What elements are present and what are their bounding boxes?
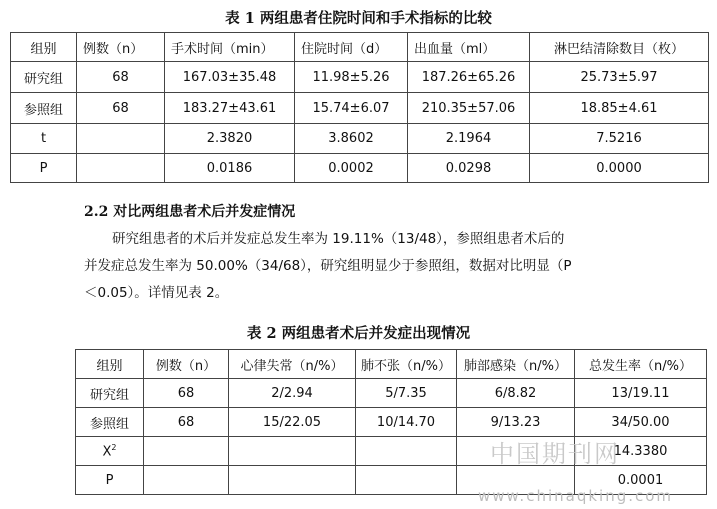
table1-cell: 0.0186 xyxy=(165,154,295,183)
table1-cell: t xyxy=(11,124,77,154)
table1-cell: 210.35±57.06 xyxy=(408,93,530,124)
table-row xyxy=(11,154,709,183)
table1 xyxy=(10,32,709,183)
section-heading: 2.2 对比两组患者术后并发症情况 xyxy=(84,204,296,220)
paragraph-line: 研究组患者的术后并发症总发生率为 19.11%（13/48），参照组患者术后的 xyxy=(112,231,565,247)
table2-cell: 10/14.70 xyxy=(356,408,457,437)
table2-cell: 14.3380 xyxy=(575,437,707,466)
table2-header-cell: 肺不张（n/%） xyxy=(356,350,457,379)
table1-caption: 表 1 两组患者住院时间和手术指标的比较 xyxy=(225,10,492,27)
table1-cell: 167.03±35.48 xyxy=(165,62,295,93)
table1-header-cell: 组别 xyxy=(11,33,77,62)
table1-cell: 2.3820 xyxy=(165,124,295,154)
table2-cell xyxy=(76,437,144,466)
table1-cell: 68 xyxy=(77,62,165,93)
table2-header-cell: 例数（n） xyxy=(144,350,229,379)
watermark-url: www.chinaqking.com xyxy=(478,487,674,505)
table2-header-cell: 总发生率（n/%） xyxy=(575,350,707,379)
table2-cell: 2/2.94 xyxy=(229,379,356,408)
table1-cell: 18.85±4.61 xyxy=(530,93,709,124)
table-row xyxy=(76,379,707,408)
table1-cell: 2.1964 xyxy=(408,124,530,154)
table2-cell xyxy=(229,437,356,466)
table1-cell xyxy=(77,124,165,154)
table-row xyxy=(11,124,709,154)
table1-header-cell: 手术时间（min） xyxy=(165,33,295,62)
table2-cell: 9/13.23 xyxy=(457,408,575,437)
table2-cell: 68 xyxy=(144,379,229,408)
chi-square-symbol: X xyxy=(102,444,112,460)
table1-header-cell: 住院时间（d） xyxy=(295,33,408,62)
paragraph-line: 并发症总发生率为 50.00%（34/68），研究组明显少于参照组，数据对比明显（P xyxy=(84,258,572,274)
paragraph-line: ＜0.05）。详情见表 2。 xyxy=(84,285,229,301)
table-row xyxy=(11,93,709,124)
table2-cell: 68 xyxy=(144,408,229,437)
watermark-logo-text: 中国期刊网 xyxy=(490,440,620,468)
table2-header-cell: 肺部感染（n/%） xyxy=(457,350,575,379)
table2-header-row xyxy=(76,350,707,379)
table1-cell: 15.74±6.07 xyxy=(295,93,408,124)
table2-cell: P xyxy=(76,466,144,495)
table1-cell: 0.0000 xyxy=(530,154,709,183)
body-paragraph xyxy=(84,226,644,307)
table1-cell: 11.98±5.26 xyxy=(295,62,408,93)
table2-cell: 研究组 xyxy=(76,379,144,408)
table2-cell xyxy=(144,466,229,495)
table2-header-cell: 心律失常（n/%） xyxy=(229,350,356,379)
table1-header-cell: 例数（n） xyxy=(77,33,165,62)
table1-cell: 187.26±65.26 xyxy=(408,62,530,93)
table2-caption: 表 2 两组患者术后并发症出现情况 xyxy=(246,325,471,342)
table1-cell: 68 xyxy=(77,93,165,124)
table2 xyxy=(75,349,707,495)
table1-cell: 0.0298 xyxy=(408,154,530,183)
table1-cell: 183.27±43.61 xyxy=(165,93,295,124)
chi-square-superscript: 2 xyxy=(111,442,117,452)
table2-cell: 参照组 xyxy=(76,408,144,437)
table1-header-cell: 出血量（ml） xyxy=(408,33,530,62)
table2-cell: 0.0001 xyxy=(575,466,707,495)
table2-cell: 34/50.00 xyxy=(575,408,707,437)
table1-header-row xyxy=(11,33,709,62)
table1-cell xyxy=(77,154,165,183)
table1-cell: 参照组 xyxy=(11,93,77,124)
table2-cell xyxy=(356,437,457,466)
table2-cell: 6/8.82 xyxy=(457,379,575,408)
table1-cell: 研究组 xyxy=(11,62,77,93)
table1-cell: 3.8602 xyxy=(295,124,408,154)
table-row xyxy=(11,62,709,93)
table2-header-cell: 组别 xyxy=(76,350,144,379)
table2-cell: 13/19.11 xyxy=(575,379,707,408)
table2-cell xyxy=(356,466,457,495)
table1-cell: 0.0002 xyxy=(295,154,408,183)
table2-cell xyxy=(229,466,356,495)
table1-header-cell: 淋巴结清除数目（枚） xyxy=(530,33,709,62)
table2-cell: 15/22.05 xyxy=(229,408,356,437)
table-row xyxy=(76,408,707,437)
table1-cell: P xyxy=(11,154,77,183)
table2-cell xyxy=(144,437,229,466)
table1-cell: 7.5216 xyxy=(530,124,709,154)
table2-cell: 5/7.35 xyxy=(356,379,457,408)
table1-cell: 25.73±5.97 xyxy=(530,62,709,93)
